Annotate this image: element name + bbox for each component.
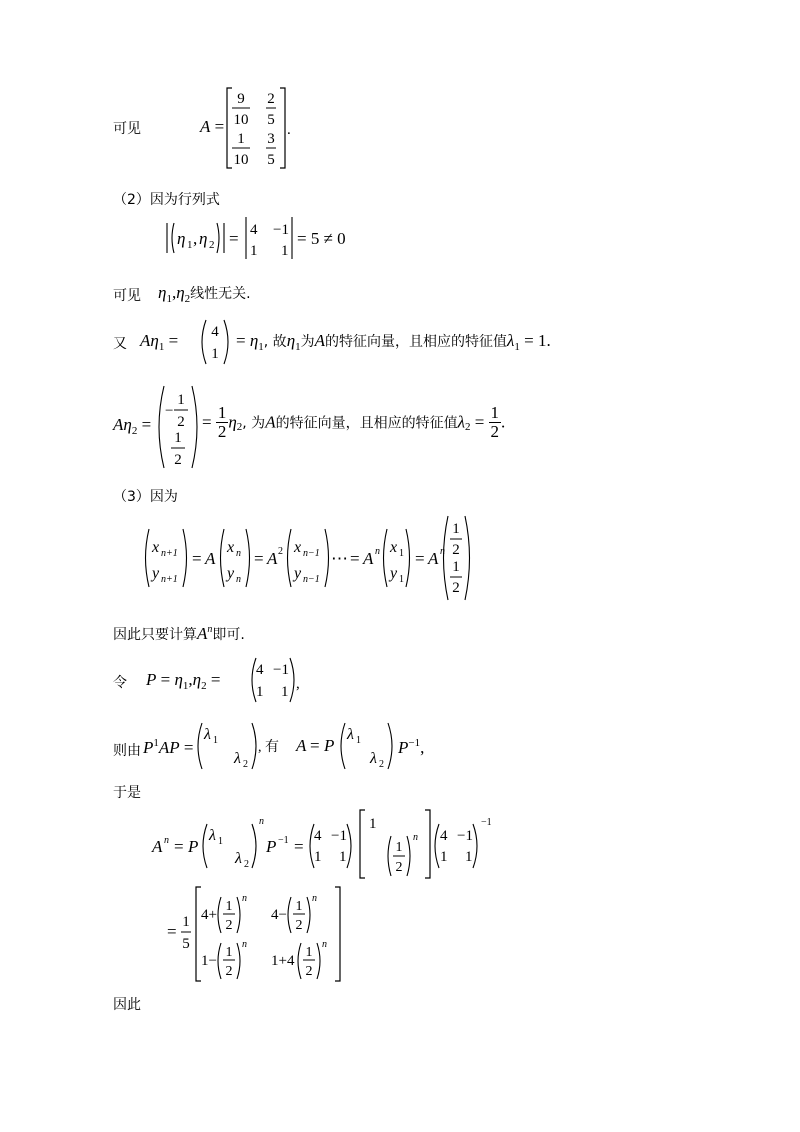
result-matrix bbox=[165, 885, 355, 985]
lambda-2-sub: 2 bbox=[464, 421, 471, 434]
cell-r2c1-prefix: 1− bbox=[201, 953, 217, 969]
frac-den: 2 bbox=[452, 542, 460, 558]
minus-sign: − bbox=[165, 403, 174, 419]
symbol-p: P bbox=[266, 837, 277, 856]
frac-den: 2 bbox=[395, 860, 403, 875]
exponent-2: 2 bbox=[278, 546, 283, 557]
sub-n-minus-1: n−1 bbox=[303, 574, 320, 585]
text-wei: , 为 bbox=[242, 415, 266, 432]
matrix-a bbox=[226, 87, 296, 171]
comma: , bbox=[188, 670, 193, 689]
sub-1: 1 bbox=[399, 548, 404, 559]
m-den-4: 5 bbox=[267, 152, 275, 168]
equals-sign: = bbox=[160, 670, 171, 689]
symbol-a: A bbox=[197, 624, 208, 643]
p-inverse bbox=[398, 738, 424, 758]
lambda-2: λ bbox=[235, 850, 242, 867]
equals-sign: = bbox=[310, 736, 320, 755]
vector-half bbox=[156, 384, 200, 470]
eta-2: η bbox=[228, 412, 237, 432]
det-value: = 5 ≠ 0 bbox=[297, 229, 346, 248]
equals-sign: = bbox=[254, 549, 264, 568]
symbol-a: A bbox=[314, 331, 326, 350]
frac-num: 1 bbox=[225, 899, 233, 914]
lambda-1-sub: 1 bbox=[356, 735, 361, 746]
sub-n-plus-1: n+1 bbox=[161, 548, 178, 559]
p-a11: 4 bbox=[314, 828, 322, 844]
exponent-n: n bbox=[413, 832, 418, 843]
period: . bbox=[501, 412, 506, 432]
equals-sign: = bbox=[236, 331, 246, 350]
label-kejian-1: 可见 bbox=[113, 121, 141, 137]
equals-sign: = bbox=[214, 117, 225, 136]
vec-den-2: 2 bbox=[174, 452, 182, 468]
symbol-a: A bbox=[267, 549, 278, 568]
eigen-1-rhs bbox=[236, 331, 551, 351]
vec-bottom: 1 bbox=[211, 346, 219, 362]
eigen-text: 的特征向量，且相应的特征值 bbox=[325, 334, 508, 350]
symbol-p: P bbox=[143, 738, 154, 757]
vector-4-1 bbox=[198, 318, 232, 366]
frac-num: 1 bbox=[305, 945, 313, 960]
det-a22: 1 bbox=[281, 243, 289, 259]
equals-sign: = bbox=[210, 670, 221, 689]
p-a12: −1 bbox=[273, 662, 289, 678]
eta-1-sub: 1 bbox=[158, 341, 165, 353]
p-a12: −1 bbox=[457, 828, 473, 844]
label-you: 又 bbox=[113, 336, 127, 352]
vec-top: 4 bbox=[211, 324, 219, 340]
eta-2-sub: 2 bbox=[184, 293, 191, 305]
y-var: y bbox=[390, 565, 398, 582]
frac-num: 1 bbox=[452, 559, 460, 575]
exponent-n: n bbox=[242, 893, 247, 904]
p-a12: −1 bbox=[331, 828, 347, 844]
symbol-p: P bbox=[324, 736, 335, 755]
p-definition bbox=[146, 670, 220, 690]
fraction-half bbox=[489, 404, 502, 441]
m-num-2: 2 bbox=[267, 91, 275, 107]
comma: , bbox=[193, 229, 198, 248]
exponent-n: n bbox=[312, 893, 317, 904]
ellipsis: ⋯ bbox=[331, 549, 348, 568]
comma: , bbox=[420, 738, 425, 757]
x-var: x bbox=[294, 539, 302, 556]
exponent: 1 bbox=[153, 737, 159, 749]
eta-1-sub: 1 bbox=[187, 239, 193, 251]
equals-sign: = bbox=[415, 549, 425, 568]
exponent-n: n bbox=[375, 546, 380, 557]
diag-matrices bbox=[194, 721, 394, 771]
recurrence-formula bbox=[140, 514, 480, 602]
text-compute: 因此只要计算 bbox=[113, 627, 197, 643]
y-var: y bbox=[152, 565, 160, 582]
eta-1: η bbox=[158, 283, 167, 302]
y-var: y bbox=[294, 565, 302, 582]
x-var: x bbox=[390, 539, 398, 556]
label-kejian-2: 可见 bbox=[113, 288, 141, 304]
fraction-half bbox=[216, 404, 229, 441]
p-a21: 1 bbox=[314, 849, 322, 865]
exponent-inverse: −1 bbox=[278, 835, 289, 846]
exponent-n: n bbox=[322, 939, 327, 950]
matrix-p bbox=[248, 656, 298, 704]
frac-den: 2 bbox=[295, 918, 303, 933]
eta-2-sub: 2 bbox=[131, 425, 138, 437]
exponent-n: n bbox=[440, 546, 445, 557]
formula-a-matrix bbox=[200, 117, 224, 137]
exponent-inverse: −1 bbox=[408, 737, 421, 749]
vec-num-1: 1 bbox=[177, 392, 185, 408]
symbol-a: A bbox=[113, 415, 124, 434]
lambda-2: λ bbox=[457, 412, 465, 432]
exponent-n: n bbox=[259, 816, 264, 827]
independence-text: 线性无关. bbox=[190, 286, 251, 302]
symbol-a: A bbox=[265, 412, 276, 432]
equals-sign: = bbox=[192, 549, 202, 568]
symbol-ap: AP bbox=[158, 738, 180, 757]
p-a22: 1 bbox=[281, 684, 289, 700]
lambda-2-sub: 2 bbox=[243, 759, 248, 770]
m-num-4: 3 bbox=[267, 131, 275, 147]
eta-1-sub: 1 bbox=[166, 293, 172, 305]
eigen-1-lhs bbox=[140, 331, 178, 351]
sub-1: 1 bbox=[399, 574, 404, 585]
sub-n: n bbox=[236, 548, 241, 559]
m-den-2: 5 bbox=[267, 112, 275, 128]
equals-sign: = bbox=[350, 549, 360, 568]
equals-sign: = bbox=[183, 738, 194, 757]
frac-num: 1 bbox=[217, 403, 227, 422]
symbol-a: A bbox=[428, 549, 439, 568]
exponent-n: n bbox=[164, 835, 169, 846]
eta-1: η bbox=[286, 331, 296, 350]
label-part-3: （3）因为 bbox=[113, 489, 178, 505]
comma: , bbox=[296, 676, 300, 692]
label-yushi: 于是 bbox=[113, 785, 141, 801]
lambda-2-sub: 2 bbox=[379, 759, 384, 770]
eta-2: η bbox=[123, 415, 132, 434]
frac-num: 1 bbox=[225, 945, 233, 960]
m-den-1: 10 bbox=[233, 112, 249, 128]
text-gu: , 故 bbox=[263, 334, 287, 350]
symbol-a: A bbox=[140, 331, 151, 350]
cell-r1c2-prefix: 4− bbox=[271, 907, 287, 923]
vec-den-1: 2 bbox=[177, 414, 185, 430]
equals-sign: = bbox=[474, 412, 485, 432]
det-a12: −1 bbox=[273, 222, 289, 238]
lambda-2: λ bbox=[370, 750, 377, 767]
lambda-2-sub: 2 bbox=[244, 859, 249, 870]
frac-num: 1 bbox=[452, 521, 460, 537]
equals-sign: = bbox=[174, 837, 184, 856]
eta-2: η bbox=[199, 229, 208, 248]
eta-1: η bbox=[174, 670, 183, 689]
symbol-a: A bbox=[200, 117, 211, 136]
symbol-p: P bbox=[188, 837, 199, 856]
text-suffices: 即可. bbox=[212, 627, 245, 643]
eta-2-sub: 2 bbox=[236, 421, 243, 434]
sub-n-plus-1: n+1 bbox=[161, 574, 178, 585]
frac-den: 2 bbox=[225, 964, 233, 979]
power-formula bbox=[150, 808, 510, 882]
lambda-1-sub: 1 bbox=[218, 836, 223, 847]
eigenvalue-1: = 1. bbox=[524, 331, 551, 350]
exponent-inverse: −1 bbox=[481, 817, 492, 828]
equals-sign: = bbox=[141, 415, 152, 434]
symbol-a: A bbox=[363, 549, 374, 568]
p-a22: 1 bbox=[339, 849, 347, 865]
x-var: x bbox=[152, 539, 160, 556]
p-a21: 1 bbox=[256, 684, 264, 700]
eta-1: η bbox=[150, 331, 159, 350]
m-den-3: 10 bbox=[233, 152, 249, 168]
eta-1: η bbox=[177, 229, 186, 248]
eta-2-sub: 2 bbox=[201, 680, 207, 692]
symbol-a: A bbox=[152, 837, 163, 856]
compute-an-text bbox=[113, 624, 245, 644]
eta-1: η bbox=[249, 331, 259, 350]
determinant-formula bbox=[165, 215, 355, 261]
sub-n-minus-1: n−1 bbox=[303, 548, 320, 559]
p-a11: 4 bbox=[440, 828, 448, 844]
label-part-2: （2）因为行列式 bbox=[113, 192, 220, 208]
y-var: y bbox=[227, 565, 235, 582]
frac-den: 2 bbox=[217, 421, 227, 441]
eigen-text: 的特征向量，且相应的特征值 bbox=[275, 415, 458, 432]
diag-relation bbox=[143, 738, 194, 758]
cell-r2c2-prefix: 1+4 bbox=[271, 953, 295, 969]
lambda-1: λ bbox=[209, 827, 216, 844]
eta-2: η bbox=[176, 283, 185, 302]
eta-1-sub: 1 bbox=[182, 680, 189, 692]
lambda-1: λ bbox=[347, 726, 354, 743]
frac-den: 2 bbox=[490, 421, 500, 441]
equals-sign: = bbox=[294, 837, 304, 856]
exponent-n: n bbox=[207, 624, 213, 635]
p-a21: 1 bbox=[440, 849, 448, 865]
frac-num: 1 bbox=[395, 840, 403, 855]
frac-den: 2 bbox=[225, 918, 233, 933]
sub-n: n bbox=[236, 574, 241, 585]
cell-r1c1-prefix: 4+ bbox=[201, 907, 217, 923]
lambda-1: λ bbox=[507, 331, 515, 350]
eigen-2-rhs bbox=[202, 404, 505, 441]
lambda-1-sub: 1 bbox=[213, 735, 218, 746]
vec-num-2: 1 bbox=[174, 430, 182, 446]
frac-num: 1 bbox=[295, 899, 303, 914]
text-wei: 为 bbox=[300, 334, 315, 350]
text-zeyou: 则由 bbox=[113, 743, 141, 759]
p-a11: 4 bbox=[256, 662, 264, 678]
symbol-p: P bbox=[398, 738, 409, 757]
p-a22: 1 bbox=[465, 849, 473, 865]
frac-den: 5 bbox=[182, 936, 190, 952]
eigen-2-lhs bbox=[113, 415, 151, 435]
equals-sign: = bbox=[229, 229, 239, 248]
frac-den: 2 bbox=[452, 580, 460, 596]
label-yinci: 因此 bbox=[113, 997, 141, 1013]
symbol-p: P bbox=[146, 670, 157, 689]
m-num-1: 9 bbox=[237, 91, 245, 107]
label-ling: 令 bbox=[113, 675, 127, 691]
frac-num: 1 bbox=[490, 403, 500, 422]
m-num-3: 1 bbox=[237, 131, 245, 147]
symbol-a: A bbox=[205, 549, 216, 568]
frac-den: 2 bbox=[305, 964, 313, 979]
eta-1-sub: 1 bbox=[258, 341, 264, 353]
equals-sign: = bbox=[167, 922, 177, 941]
text-you: , 有 bbox=[258, 740, 279, 755]
lambda-2: λ bbox=[234, 750, 241, 767]
symbol-a: A bbox=[296, 736, 307, 755]
linear-independence bbox=[158, 283, 251, 303]
period: . bbox=[287, 122, 291, 138]
equals-sign: = bbox=[202, 412, 212, 432]
diag-1: 1 bbox=[369, 816, 377, 832]
frac-num: 1 bbox=[182, 914, 190, 930]
exponent-n: n bbox=[242, 939, 247, 950]
eta-2-sub: 2 bbox=[209, 239, 215, 251]
lambda-1-sub: 1 bbox=[514, 341, 520, 353]
det-a11: 4 bbox=[250, 222, 258, 238]
eta-2: η bbox=[192, 670, 202, 689]
comma: , bbox=[171, 283, 177, 302]
det-a21: 1 bbox=[250, 243, 258, 259]
lambda-1: λ bbox=[204, 726, 211, 743]
eta-1-sub: 1 bbox=[295, 341, 301, 353]
equals-sign: = bbox=[168, 331, 179, 350]
x-var: x bbox=[227, 539, 235, 556]
